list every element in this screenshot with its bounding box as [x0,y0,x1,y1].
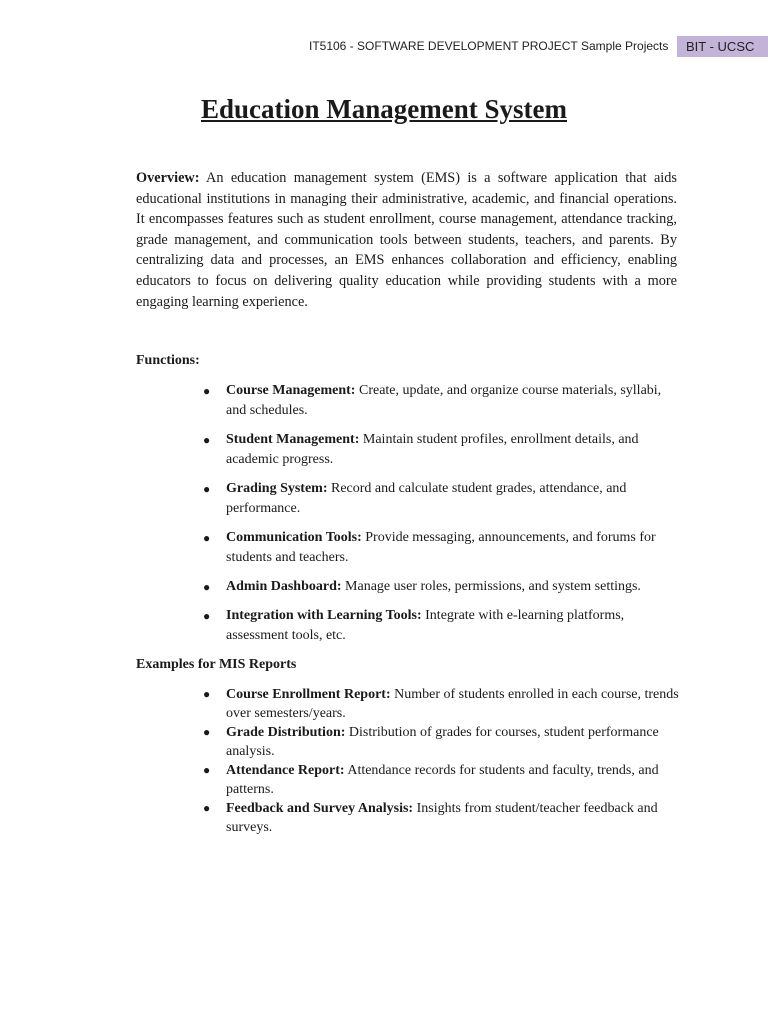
item-label: Grading System: [226,481,328,496]
section-label: Sample Projects [581,39,669,53]
item-label: Student Management: [226,432,360,447]
item-label: Integration with Learning Tools: [226,608,422,623]
item-label: Feedback and Survey Analysis: [226,801,414,816]
institution-badge: BIT - UCSC [677,36,768,57]
page-header [0,36,768,58]
item-text: Insights from student/teacher feedback and surveys. [226,801,658,835]
functions-heading: Functions: [136,353,200,368]
list-item [200,479,680,519]
bullet-icon: ● [203,531,211,545]
list-item [200,606,680,646]
list-item [200,381,680,421]
list-item [200,799,680,837]
item-text: Number of students enrolled in each course, trends over semesters/years. [226,687,679,721]
functions-list [200,381,680,655]
bullet-icon: ● [203,433,211,447]
bullet-icon: ● [203,725,211,739]
bullet-icon: ● [203,687,211,701]
bullet-icon: ● [203,482,211,496]
list-item [200,430,680,470]
item-text: Create, update, and organize course materials, syllabi, and schedules. [226,383,662,418]
item-label: Grade Distribution: [226,725,346,740]
item-label: Course Enrollment Report: [226,687,391,702]
list-item [200,723,680,761]
overview-paragraph [136,168,677,312]
list-item [200,528,680,568]
item-text: Integrate with e-learning platforms, assessment tools, etc. [226,608,625,643]
overview-text: An education management system (EMS) is a software application that aids educational institutions in managing their administrative, academic, and financial operations. It encompasses features such as student enrollment, course management, attendance tracking, grade management, and communication tools between students, teachers, and parents. By centralizing data and processes, an EMS enhances collaboration and efficiency, enabling educators to focus on delivering quality education while providing students with a more engaging learning experience. [136,170,677,310]
list-item [200,761,680,799]
document-title: Education Management System [201,94,567,124]
item-text: Provide messaging, announcements, and forums for students and teachers. [226,530,656,565]
item-label: Course Management: [226,383,356,398]
item-label: Attendance Report: [226,763,345,778]
item-text: Record and calculate student grades, attendance, and performance. [226,481,627,516]
list-item [200,577,680,597]
item-label: Admin Dashboard: [226,579,342,594]
item-text: Manage user roles, permissions, and system settings. [345,579,641,594]
reports-list [200,685,680,837]
bullet-icon: ● [203,580,211,594]
bullet-icon: ● [203,384,211,398]
course-code-label: IT5106 - SOFTWARE DEVELOPMENT PROJECT [309,39,578,53]
reports-heading: Examples for MIS Reports [136,657,297,672]
item-text: Attendance records for students and faculty, trends, and patterns. [226,763,659,797]
item-text: Maintain student profiles, enrollment details, and academic progress. [226,432,639,467]
overview-label: Overview: [136,170,200,186]
bullet-icon: ● [203,763,211,777]
list-item [200,685,680,723]
bullet-icon: ● [203,801,211,815]
item-text: Distribution of grades for courses, student performance analysis. [226,725,659,759]
item-label: Communication Tools: [226,530,362,545]
bullet-icon: ● [203,609,211,623]
